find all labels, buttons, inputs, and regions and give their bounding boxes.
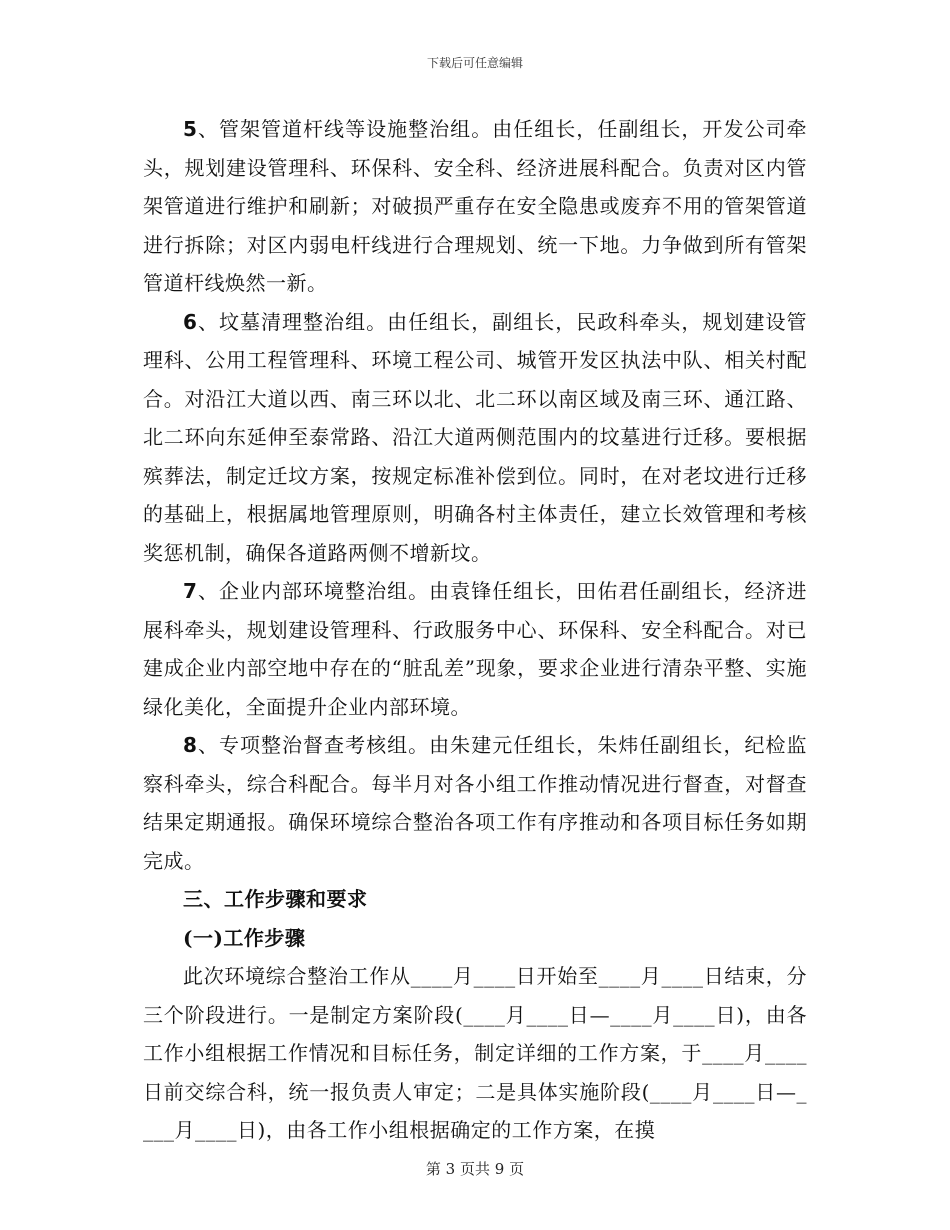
item-number: 8 xyxy=(183,733,198,757)
paragraph-text: 、企业内部环境整治组。由袁锋任组长，田佑君任副组长，经济进展科牵头，规划建设管理科、行政服务中心、环保科、安全科配合。对已建成企业内部空地中存在的“脏乱差”现象，要求企业进行清杂平整、实施绿化美化，全面提升企业内部环境。 xyxy=(143,579,807,719)
item-number: 6 xyxy=(183,309,198,334)
document-body xyxy=(143,110,807,1150)
item-number: 7 xyxy=(183,579,198,603)
page-header: 下载后可任意编辑 xyxy=(426,56,523,70)
paragraph-item-7 xyxy=(143,572,807,726)
section-heading: 三、工作步骤和要求 xyxy=(183,887,368,911)
section-subheading: (一)工作步骤 xyxy=(183,925,306,950)
paragraph-item-8 xyxy=(143,726,807,880)
paragraph-item-5 xyxy=(143,110,807,303)
paragraph-item-6 xyxy=(143,303,807,573)
page-footer: 第 3 页共 9 页 xyxy=(425,1160,525,1178)
paragraph-text: 、专项整治督查考核组。由朱建元任组长，朱炜任副组长，纪检监察科牵头，综合科配合。每半月对各小组工作推动情况进行督查，对督查结果定期通报。确保环境综合整治各项工作有序推动和各项目标任务如期完成。 xyxy=(143,733,807,873)
item-number: 5 xyxy=(183,117,198,141)
paragraph-text: 、坟墓清理整治组。由任组长，副组长，民政科牵头，规划建设管理科、公用工程管理科、环境工程公司、城管开发区执法中队、相关村配合。对沿江大道以西、南三环以北、北二环以南区域及南三环、通江路、北二环向东延伸至泰常路、沿江大道两侧范围内的坟墓进行迁移。要根据殡葬法，制定迁坟方案，按规定标准补偿到位。同时，在对老坟进行迁移的基础上，根据属地管理原则，明确各村主体责任，建立长效管理和考核奖惩机制，确保各道路两侧不增新坟。 xyxy=(143,309,807,565)
section-body-paragraph: 此次环境综合整治工作从____月____日开始至____月____日结束，分三个阶段进行。一是制定方案阶段(____月____日—____月____日)，由各工作小组根据工作情况和目标任务，制定详细的工作方案，于____月____日前交综合科，统一报负责人审定；二是具体实施阶段(____月____日—____月____日)，由各工作小组根据确定的工作方案，在摸 xyxy=(143,964,807,1142)
paragraph-text: 、管架管道杆线等设施整治组。由任组长，任副组长，开发公司牵头，规划建设管理科、环保科、安全科、经济进展科配合。负责对区内管架管道进行维护和刷新；对破损严重存在安全隐患或废弃不用的管架管道进行拆除；对区内弱电杆线进行合理规划、统一下地。力争做到所有管架管道杆线焕然一新。 xyxy=(143,117,807,295)
